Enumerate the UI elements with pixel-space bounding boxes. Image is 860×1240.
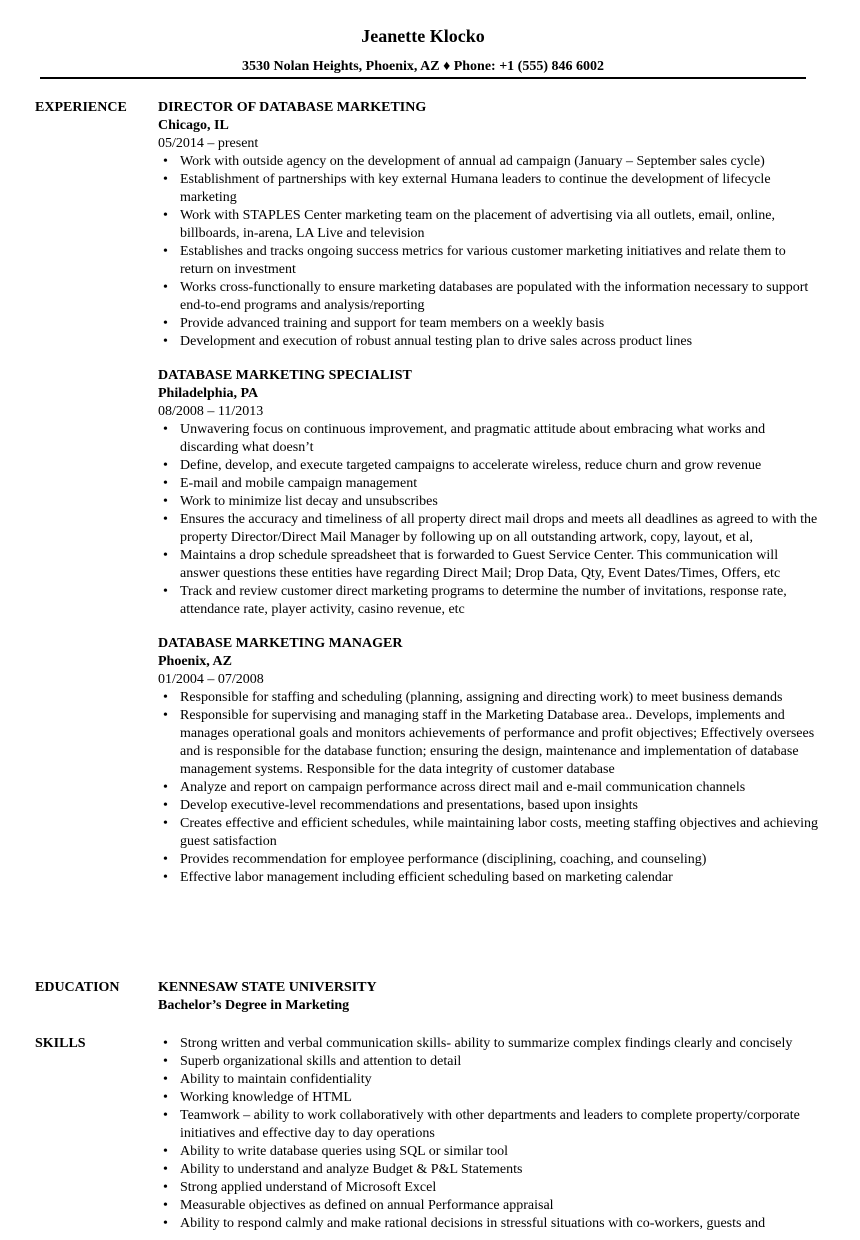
job-entry [158, 367, 818, 619]
education-degree: Bachelor’s Degree in Marketing [158, 998, 350, 1013]
bullet-item: • Development and execution of robust annual testing plan to drive sales across product lines [158, 333, 818, 351]
bullet-item: • Responsible for supervising and managing staff in the Marketing Database area.. Develops, implements and manages operational goals and monitors achievements of performance and profit objectives; Effectively oversees and is responsible for the database function; ensuring the design, maintenance and implementation of database management systems. Responsible for the data integrity of customer database [158, 707, 818, 779]
bullet-item: • Unwavering focus on continuous improvement, and pragmatic attitude about embracing what works and discarding what doesn’t [158, 421, 818, 457]
job-location: Chicago, IL [158, 118, 229, 133]
skill-item: • Measurable objectives as defined on annual Performance appraisal [158, 1197, 818, 1215]
skill-item: • Working knowledge of HTML [158, 1089, 818, 1107]
job-bullets [158, 421, 818, 619]
skill-item: • Ability to maintain confidentiality [158, 1071, 818, 1089]
contact-line: 3530 Nolan Heights, Phoenix, AZ ♦ Phone: +1 (555) 846 6002 [241, 59, 605, 74]
education-body [158, 979, 818, 1015]
bullet-item: • Track and review customer direct marketing programs to determine the number of invitations, response rate, attendance rate, player activity, casino revenue, etc [158, 583, 818, 619]
bullet-item: • E-mail and mobile campaign management [158, 475, 818, 493]
skill-item: • Ability to write database queries using SQL or similar tool [158, 1143, 818, 1161]
bullet-item: • Establishes and tracks ongoing success metrics for various customer marketing initiatives and relate them to return on investment [158, 243, 818, 279]
resume-name: Jeanette Klocko [361, 26, 485, 46]
job-dates: 01/2004 – 07/2008 [158, 672, 264, 687]
bullet-item: • Responsible for staffing and scheduling (planning, assigning and directing work) to meet business demands [158, 689, 818, 707]
job-bullets [158, 153, 818, 351]
bullet-item: • Analyze and report on campaign performance across direct mail and e-mail communication channels [158, 779, 818, 797]
bullet-item: • Provide advanced training and support for team members on a weekly basis [158, 315, 818, 333]
job-bullets [158, 689, 818, 887]
job-entry [158, 635, 818, 887]
bullet-item: • Work with STAPLES Center marketing team on the placement of advertising via all outlets, email, online, billboards, in-arena, LA Live and television [158, 207, 818, 243]
bullet-item: • Define, develop, and execute targeted campaigns to accelerate wireless, reduce churn and grow revenue [158, 457, 818, 475]
job-title: DIRECTOR OF DATABASE MARKETING [158, 100, 427, 115]
job-title: DATABASE MARKETING SPECIALIST [158, 368, 412, 383]
job-title: DATABASE MARKETING MANAGER [158, 636, 403, 651]
header-divider [40, 77, 806, 79]
bullet-item: • Works cross-functionally to ensure marketing databases are populated with the information necessary to support end-to-end programs and analysis/reporting [158, 279, 818, 315]
job-entry [158, 99, 818, 351]
experience-body [158, 99, 818, 903]
bullet-item: • Establishment of partnerships with key external Humana leaders to continue the development of lifecycle marketing [158, 171, 818, 207]
bullet-item: • Work to minimize list decay and unsubscribes [158, 493, 818, 511]
skill-item: • Strong written and verbal communication skills- ability to summarize complex findings clearly and concisely [158, 1035, 818, 1053]
skill-item: • Ability to understand and analyze Budget & P&L Statements [158, 1161, 818, 1179]
section-label-skills: SKILLS [35, 1036, 86, 1051]
job-dates: 05/2014 – present [158, 136, 259, 151]
section-label-education: EDUCATION [35, 980, 120, 995]
section-label-experience: EXPERIENCE [35, 100, 127, 115]
job-dates: 08/2008 – 11/2013 [158, 404, 264, 419]
bullet-item: • Work with outside agency on the development of annual ad campaign (January – September sales cycle) [158, 153, 818, 171]
skills-list [158, 1035, 818, 1233]
skills-body [158, 1035, 818, 1233]
education-school: KENNESAW STATE UNIVERSITY [158, 980, 377, 995]
job-location: Phoenix, AZ [158, 654, 232, 669]
skill-item: • Superb organizational skills and attention to detail [158, 1053, 818, 1071]
bullet-item: • Develop executive-level recommendations and presentations, based upon insights [158, 797, 818, 815]
bullet-item: • Ensures the accuracy and timeliness of all property direct mail drops and meets all deadlines as agreed to with the property Director/Direct Mail Manager by following up on all outstanding artwork, copy, layout, et al, [158, 511, 818, 547]
job-location: Philadelphia, PA [158, 386, 259, 401]
skill-item: • Ability to respond calmly and make rational decisions in stressful situations with co-workers, guests and [158, 1215, 818, 1233]
bullet-item: • Effective labor management including efficient scheduling based on marketing calendar [158, 869, 818, 887]
bullet-item: • Creates effective and efficient schedules, while maintaining labor costs, meeting staffing objectives and achieving guest satisfaction [158, 815, 818, 851]
skill-item: • Teamwork – ability to work collaboratively with other departments and leaders to complete property/corporate initiatives and effective day to day operations [158, 1107, 818, 1143]
skill-item: • Strong applied understand of Microsoft Excel [158, 1179, 818, 1197]
bullet-item: • Provides recommendation for employee performance (disciplining, coaching, and counseling) [158, 851, 818, 869]
bullet-item: • Maintains a drop schedule spreadsheet that is forwarded to Guest Service Center. This communication will answer questions these entities have regarding Direct Mail; Drop Data, Qty, Event Dates/Times, Offers, etc [158, 547, 818, 583]
